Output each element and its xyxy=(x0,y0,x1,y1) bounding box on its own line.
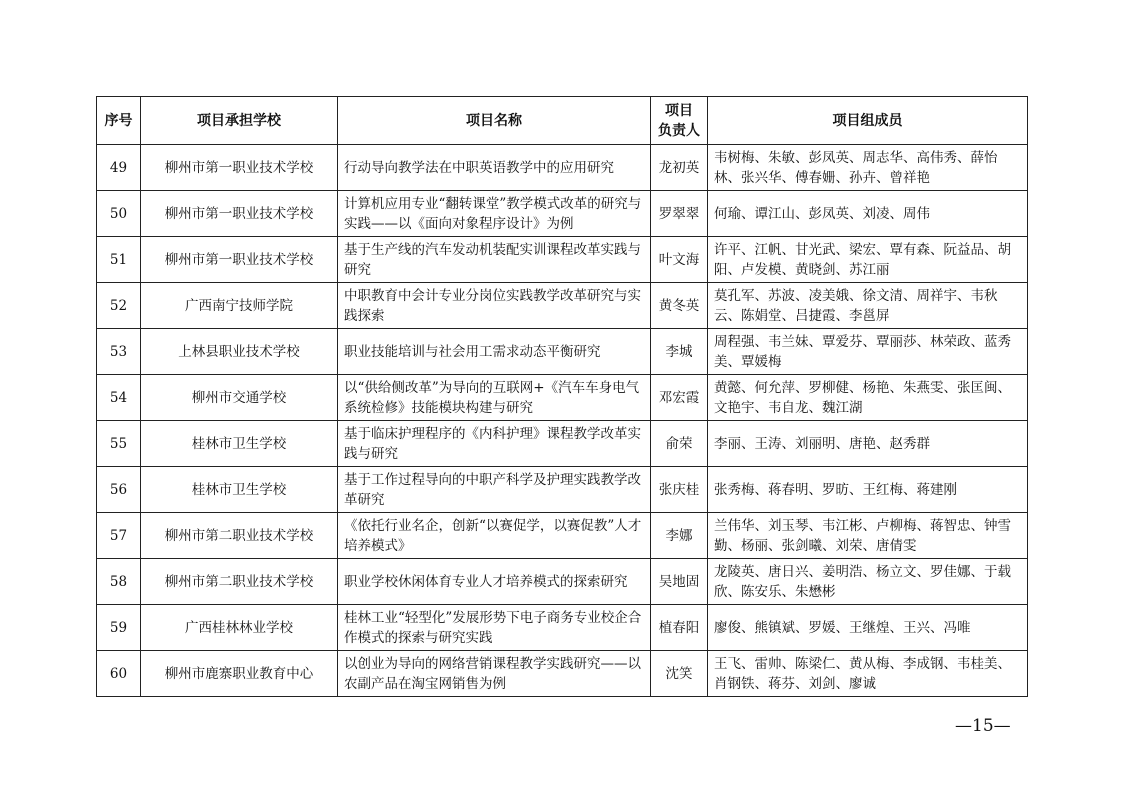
header-leader-line1: 项目 xyxy=(665,102,693,119)
table-row xyxy=(97,605,1028,651)
cell-leader: 李娜 xyxy=(651,513,708,559)
table-row xyxy=(97,513,1028,559)
project-table xyxy=(96,96,1028,697)
header-project-name: 项目名称 xyxy=(338,97,651,145)
cell-project-name: 职业学校休闲体育专业人才培养模式的探索研究 xyxy=(338,559,651,605)
table-row xyxy=(97,559,1028,605)
table-row xyxy=(97,329,1028,375)
header-school: 项目承担学校 xyxy=(141,97,338,145)
cell-no: 56 xyxy=(97,467,141,513)
cell-members: 王飞、雷帅、陈梁仁、黄从梅、李成钢、韦桂美、肖钢铁、蒋芬、刘剑、廖诚 xyxy=(708,651,1028,697)
table-row xyxy=(97,375,1028,421)
cell-leader: 张庆桂 xyxy=(651,467,708,513)
cell-school: 桂林市卫生学校 xyxy=(141,421,338,467)
cell-school: 柳州市交通学校 xyxy=(141,375,338,421)
cell-no: 58 xyxy=(97,559,141,605)
cell-no: 55 xyxy=(97,421,141,467)
cell-leader: 植春阳 xyxy=(651,605,708,651)
cell-no: 53 xyxy=(97,329,141,375)
cell-school: 柳州市第二职业技术学校 xyxy=(141,559,338,605)
cell-no: 52 xyxy=(97,283,141,329)
cell-school: 广西桂林林业学校 xyxy=(141,605,338,651)
cell-leader: 罗翠翠 xyxy=(651,191,708,237)
cell-leader: 龙初英 xyxy=(651,145,708,191)
table-row xyxy=(97,191,1028,237)
cell-members: 何瑜、谭江山、彭凤英、刘凌、周伟 xyxy=(708,191,1028,237)
table-row xyxy=(97,467,1028,513)
cell-members: 张秀梅、蒋春明、罗昉、王红梅、蒋建刚 xyxy=(708,467,1028,513)
cell-project-name: 基于生产线的汽车发动机装配实训课程改革实践与研究 xyxy=(338,237,651,283)
table-header-row xyxy=(97,97,1028,145)
cell-members: 周程强、韦兰妹、覃爱芬、覃丽莎、林荣政、蓝秀美、覃媛梅 xyxy=(708,329,1028,375)
cell-school: 柳州市第二职业技术学校 xyxy=(141,513,338,559)
cell-no: 59 xyxy=(97,605,141,651)
table-row xyxy=(97,237,1028,283)
cell-school: 柳州市第一职业技术学校 xyxy=(141,237,338,283)
cell-members: 韦树梅、朱敏、彭凤英、周志华、高伟秀、薛怡林、张兴华、傅春姗、孙卉、曾祥艳 xyxy=(708,145,1028,191)
cell-members: 李丽、王涛、刘丽明、唐艳、赵秀群 xyxy=(708,421,1028,467)
cell-project-name: 中职教育中会计专业分岗位实践教学改革研究与实践探索 xyxy=(338,283,651,329)
cell-no: 49 xyxy=(97,145,141,191)
cell-project-name: 行动导向教学法在中职英语教学中的应用研究 xyxy=(338,145,651,191)
cell-school: 广西南宁技师学院 xyxy=(141,283,338,329)
header-members: 项目组成员 xyxy=(708,97,1028,145)
header-leader xyxy=(651,97,708,145)
table-row xyxy=(97,145,1028,191)
cell-members: 廖俊、熊镇斌、罗媛、王继煌、王兴、冯唯 xyxy=(708,605,1028,651)
cell-leader: 李城 xyxy=(651,329,708,375)
cell-no: 57 xyxy=(97,513,141,559)
page-number: —15— xyxy=(955,716,1011,736)
cell-leader: 沈笑 xyxy=(651,651,708,697)
cell-leader: 叶文海 xyxy=(651,237,708,283)
table-row xyxy=(97,651,1028,697)
cell-project-name: 职业技能培训与社会用工需求动态平衡研究 xyxy=(338,329,651,375)
cell-no: 51 xyxy=(97,237,141,283)
cell-leader: 黄冬英 xyxy=(651,283,708,329)
cell-project-name: 基于工作过程导向的中职产科学及护理实践教学改革研究 xyxy=(338,467,651,513)
header-no: 序号 xyxy=(97,97,141,145)
table-row xyxy=(97,283,1028,329)
cell-members: 兰伟华、刘玉琴、韦江彬、卢柳梅、蒋智忠、钟雪勤、杨丽、张剑曦、刘荣、唐倩雯 xyxy=(708,513,1028,559)
cell-school: 柳州市鹿寨职业教育中心 xyxy=(141,651,338,697)
cell-leader: 吴地固 xyxy=(651,559,708,605)
cell-leader: 邓宏霞 xyxy=(651,375,708,421)
cell-no: 50 xyxy=(97,191,141,237)
cell-school: 柳州市第一职业技术学校 xyxy=(141,145,338,191)
cell-leader: 俞荣 xyxy=(651,421,708,467)
cell-project-name: 《依托行业名企，创新“以赛促学，以赛促教”人才培养模式》 xyxy=(338,513,651,559)
cell-members: 莫孔军、苏波、凌美娥、徐文清、周祥宇、韦秋云、陈娟堂、吕捷霞、李邕屏 xyxy=(708,283,1028,329)
header-leader-line2: 负责人 xyxy=(658,122,700,139)
cell-no: 60 xyxy=(97,651,141,697)
cell-no: 54 xyxy=(97,375,141,421)
cell-project-name: 以创业为导向的网络营销课程教学实践研究——以农副产品在淘宝网销售为例 xyxy=(338,651,651,697)
cell-project-name: 计算机应用专业“翻转课堂”教学模式改革的研究与实践——以《面向对象程序设计》为例 xyxy=(338,191,651,237)
cell-school: 桂林市卫生学校 xyxy=(141,467,338,513)
cell-members: 许平、江帆、甘光武、梁宏、覃有森、阮益品、胡阳、卢发模、黄晓剑、苏江丽 xyxy=(708,237,1028,283)
table-row xyxy=(97,421,1028,467)
cell-members: 龙陵英、唐日兴、姜明浩、杨立文、罗佳娜、于载欣、陈安乐、朱懋彬 xyxy=(708,559,1028,605)
cell-project-name: 以“供给侧改革”为导向的互联网+《汽车车身电气系统检修》技能模块构建与研究 xyxy=(338,375,651,421)
cell-school: 上林县职业技术学校 xyxy=(141,329,338,375)
cell-project-name: 基于临床护理程序的《内科护理》课程教学改革实践与研究 xyxy=(338,421,651,467)
cell-members: 黄懿、何允萍、罗柳健、杨艳、朱燕雯、张匡闽、文艳宇、韦自龙、魏江湖 xyxy=(708,375,1028,421)
cell-school: 柳州市第一职业技术学校 xyxy=(141,191,338,237)
cell-project-name: 桂林工业“轻型化”发展形势下电子商务专业校企合作模式的探索与研究实践 xyxy=(338,605,651,651)
